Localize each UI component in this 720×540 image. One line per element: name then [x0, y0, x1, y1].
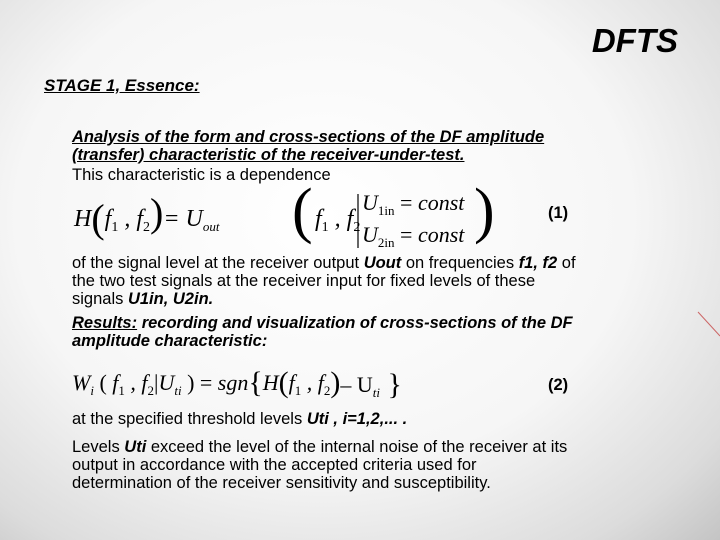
results-label: Results: — [72, 314, 138, 332]
u2in-symbol: U2in — [172, 290, 209, 308]
formula-1-args: $f_1$ , $f_2$ — [315, 206, 361, 235]
uti-symbol-2: Uti — [124, 438, 147, 456]
signal-line-3: signals U1in, U2in. — [72, 290, 214, 308]
formula-1-lhs: $H(f_1$ , $f_2)= U_{out}$ — [74, 190, 220, 241]
formula-1-close-paren: ) — [474, 177, 495, 245]
formula-1-cond-2: $U_{2in}$ = const — [362, 222, 465, 250]
formula-1-open-paren: ( — [292, 177, 313, 245]
f1-symbol: f1 — [518, 254, 534, 272]
signal-line-2: the two test signals at the receiver input for fixed levels of these — [72, 272, 536, 290]
analysis-line-2: (transfer) characteristic of the receiver-under-test. — [72, 146, 465, 164]
index-range: i=1,2,... . — [342, 410, 408, 428]
results-line-1: Results: recording and visualization of cross-sections of the DF — [72, 314, 573, 332]
equation-2-number: (2) — [548, 376, 569, 394]
threshold-line-1: at the specified threshold levels Uti , i=1,2,... . — [72, 410, 408, 428]
formula-1-cond-1: $U_{1in}$ = const — [362, 190, 465, 218]
signal-line-1: of the signal level at the receiver output Uout on frequencies f1, f2 of — [72, 254, 576, 272]
equation-1-number: (1) — [548, 204, 569, 222]
decorative-accent — [696, 300, 720, 340]
formula-2-text: $W_i$ ( $f_1$ , $f_2|U_{ti}$ ) = $sgn\{H(f_1$ , $f_2)-$ $U_{ti}$ } — [72, 366, 402, 401]
threshold-line-4: determination of the receiver sensitivity and susceptibility. — [72, 474, 491, 492]
u1in-symbol: U1in — [127, 290, 164, 308]
threshold-line-3: output in accordance with the accepted criteria used for — [72, 456, 477, 474]
formula-1 — [70, 177, 495, 250]
analysis-line-1: Analysis of the form and cross-sections of the DF amplitude — [72, 128, 545, 146]
threshold-line-2: Levels Uti exceed the level of the internal noise of the receiver at its — [72, 438, 568, 456]
formula-2 — [70, 360, 420, 404]
analysis-line-3: This characteristic is a dependence — [72, 166, 331, 184]
stage-heading: STAGE 1, Essence: — [44, 76, 200, 95]
results-line-2: amplitude characteristic: — [72, 332, 268, 350]
uout-symbol: Uout — [363, 254, 402, 272]
slide-title: DFTS — [591, 22, 678, 59]
f2-symbol: f2 — [542, 254, 558, 272]
uti-symbol: Uti — [306, 410, 329, 428]
decorative-line — [698, 312, 720, 336]
